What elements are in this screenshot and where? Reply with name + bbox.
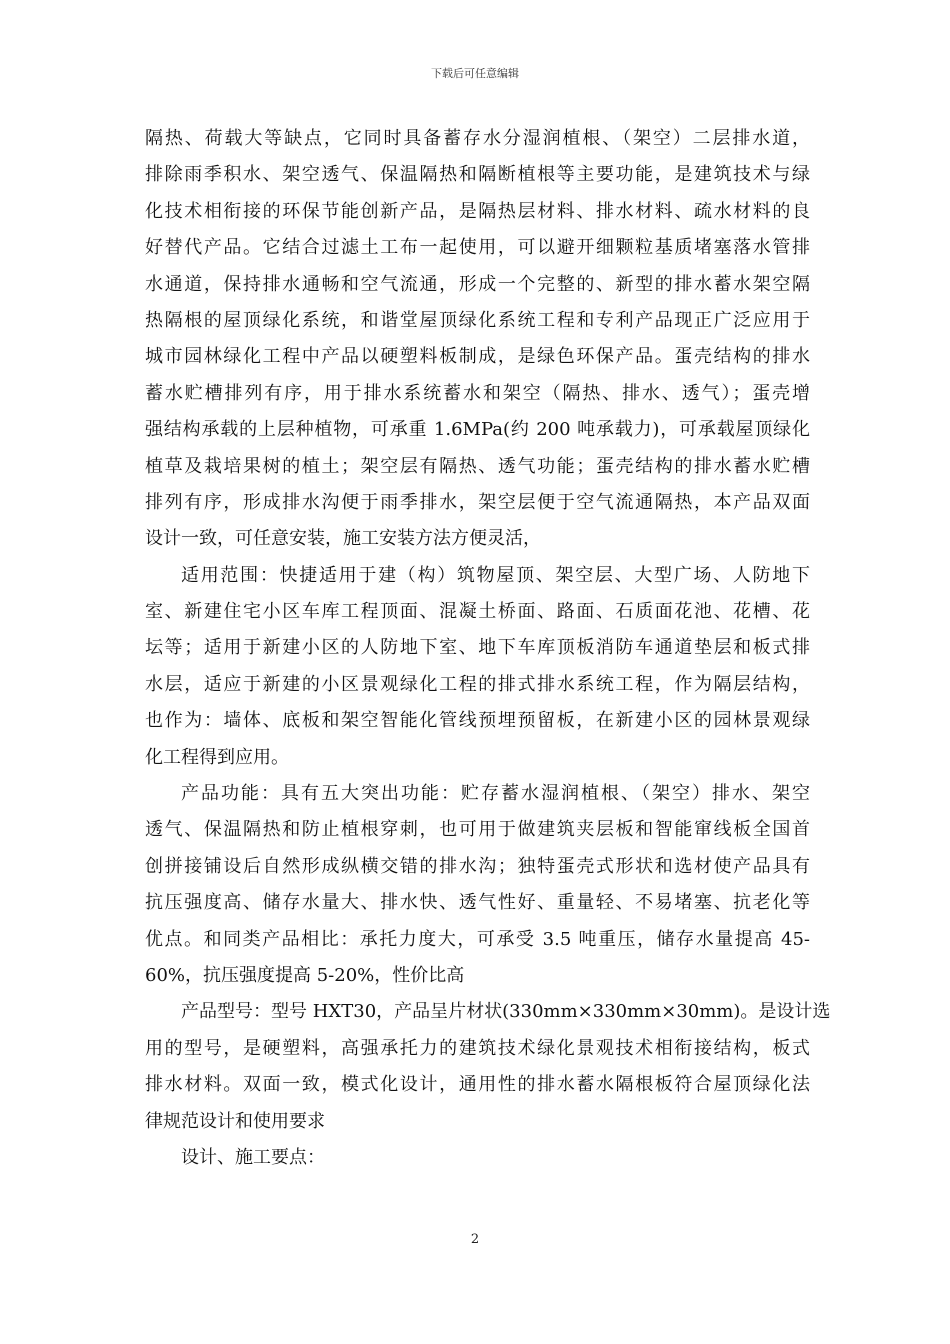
body-text-line: 排水材料。双面一致，模式化设计，通用性的排水蓄水隔根板符合屋顶绿化法 (145, 1074, 810, 1096)
body-text-line: 产品型号：型号 HXT30，产品呈片材状(330mm×330mm×30mm)。是设计选 (181, 1001, 831, 1023)
page-header: 下载后可任意编辑 (431, 67, 519, 80)
body-text-line: 排除雨季积水、架空透气、保温隔热和隔断植根等主要功能，是建筑技术与绿 (145, 164, 810, 186)
body-text-line: 隔热、荷载大等缺点，它同时具备蓄存水分湿润植根、（架空）二层排水道， (145, 128, 810, 149)
document-body (145, 126, 831, 1181)
body-text-line: 水通道，保持排水通畅和空气流通，形成一个完整的、新型的排水蓄水架空隔 (145, 273, 810, 295)
body-text-line: 60%，抗压强度提高 5-20%，性价比高 (145, 964, 465, 986)
body-text-line: 热隔根的屋顶绿化系统，和谐堂屋顶绿化系统工程和专利产品现正广泛应用于 (145, 309, 810, 331)
page-number: 2 (470, 1232, 480, 1247)
body-text-line: 创拼接铺设后自然形成纵横交错的排水沟；独特蛋壳式形状和选材使产品具有 (145, 855, 810, 877)
body-text-line: 透气、保温隔热和防止植根穿刺，也可用于做建筑夹层板和智能窜线板全国首 (145, 819, 810, 841)
body-text-line: 优点。和同类产品相比：承托力度大，可承受 3.5 吨重压，储存水量提高 45- (145, 928, 810, 950)
body-text-line: 设计、施工要点： (181, 1146, 325, 1168)
body-text-line: 化工程得到应用。 (145, 746, 289, 768)
body-text-line: 强结构承载的上层种植物，可承重 1.6MPa(约 200 吨承载力)，可承载屋顶绿化 (145, 419, 810, 441)
body-text-line: 室、新建住宅小区车库工程顶面、混凝土桥面、路面、石质面花池、花槽、花 (145, 601, 810, 623)
body-text-line: 水层，适应于新建的小区景观绿化工程的排式排水系统工程，作为隔层结构， (145, 673, 810, 695)
body-text-line: 蓄水贮槽排列有序，用于排水系统蓄水和架空（隔热、排水、透气）；蛋壳增 (145, 382, 810, 404)
body-text-line: 排列有序，形成排水沟便于雨季排水，架空层便于空气流通隔热，本产品双面 (145, 491, 810, 513)
body-text-line: 律规范设计和使用要求 (145, 1110, 325, 1132)
body-text-line: 适用范围：快捷适用于建（构）筑物屋顶、架空层、大型广场、人防地下 (181, 564, 810, 586)
body-text-line: 设计一致，可任意安装，施工安装方法方便灵活， (145, 528, 541, 550)
body-text-line: 好替代产品。它结合过滤土工布一起使用，可以避开细颗粒基质堵塞落水管排 (145, 237, 810, 259)
body-text-line: 植草及栽培果树的植土；架空层有隔热、透气功能；蛋壳结构的排水蓄水贮槽 (145, 455, 810, 477)
body-text-line: 化技术相衔接的环保节能创新产品，是隔热层材料、排水材料、疏水材料的良 (145, 200, 810, 222)
body-text-line: 坛等；适用于新建小区的人防地下室、地下车库顶板消防车通道垫层和板式排 (145, 637, 810, 659)
body-text-line: 也作为：墙体、底板和架空智能化管线预埋预留板，在新建小区的园林景观绿 (145, 710, 810, 732)
body-text-line: 用的型号，是硬塑料，高强承托力的建筑技术绿化景观技术相衔接结构，板式 (145, 1037, 810, 1059)
body-text-line: 抗压强度高、储存水量大、排水快、透气性好、重量轻、不易堵塞、抗老化等 (145, 892, 810, 914)
body-text-line: 产品功能：具有五大突出功能：贮存蓄水湿润植根、（架空）排水、架空 (181, 783, 810, 805)
body-text-line: 城市园林绿化工程中产品以硬塑料板制成，是绿色环保产品。蛋壳结构的排水 (145, 346, 810, 368)
